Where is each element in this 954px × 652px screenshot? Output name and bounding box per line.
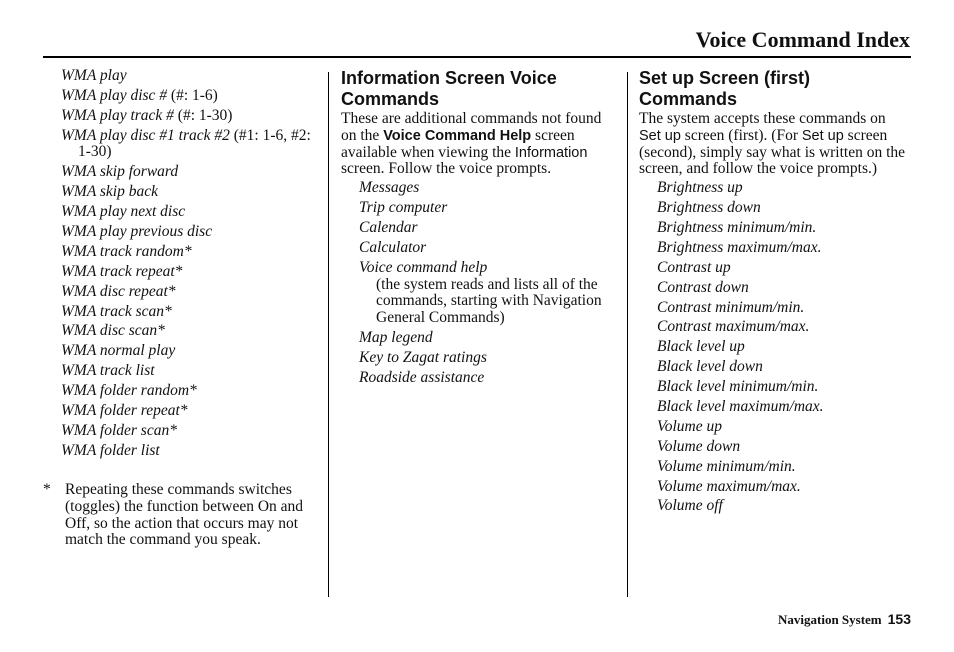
list-item [61, 284, 321, 301]
list-item [61, 184, 321, 201]
column-divider-1 [328, 72, 329, 597]
command-description: (the system reads and lists all of the commands, starting with Navigation General Commands) [376, 275, 602, 327]
information-intro [341, 111, 616, 178]
list-item: Brightness up [657, 179, 743, 197]
list-item [61, 264, 321, 281]
command-text: Voice command help [359, 258, 488, 276]
command-range: (#: 1-6) [167, 86, 218, 104]
list-item [359, 260, 616, 327]
list-item: Contrast minimum/min. [657, 298, 805, 316]
list-item: Contrast down [657, 278, 749, 296]
list-item: Volume down [657, 437, 741, 455]
list-item [359, 180, 616, 197]
page-number: 153 [887, 611, 911, 627]
page-footer [778, 611, 911, 628]
footnote [43, 482, 315, 549]
list-item [61, 304, 321, 321]
command-text: WMA play next disc [61, 203, 186, 221]
list-item: Contrast maximum/max. [657, 318, 810, 336]
page-title: Voice Command Index [695, 27, 910, 52]
list-item: Contrast up [657, 258, 731, 276]
command-text: WMA folder random* [61, 382, 197, 400]
command-text: WMA play previous disc [61, 223, 213, 241]
command-text: Map legend [359, 329, 433, 347]
column-divider-2 [627, 72, 628, 597]
list-item [61, 88, 321, 105]
list-item [61, 323, 321, 340]
intro-screen-name: Voice Command Help [383, 127, 532, 144]
list-item [359, 240, 616, 257]
list-item: Brightness minimum/min. [657, 218, 817, 236]
command-text: WMA play track # [61, 106, 174, 124]
list-item: Black level maximum/max. [657, 397, 824, 415]
list-item: Black level minimum/min. [657, 378, 819, 396]
list-item [61, 204, 321, 221]
command-text: Calculator [359, 238, 427, 256]
command-text: WMA track list [61, 362, 155, 380]
command-text: WMA disc repeat* [61, 282, 176, 300]
command-text: Trip computer [359, 199, 448, 217]
command-text: WMA play [61, 67, 127, 84]
list-item: Volume up [657, 417, 723, 435]
intro-text: screen available when viewing the [341, 126, 575, 161]
command-text: WMA folder scan* [61, 421, 177, 439]
command-text: WMA track repeat* [61, 262, 183, 280]
command-text: Calendar [359, 218, 418, 236]
list-item: Volume maximum/max. [657, 477, 801, 495]
intro-screen-name: Set up [801, 127, 844, 144]
list-item [61, 363, 321, 380]
list-item [61, 343, 321, 360]
footnote-text: Repeating these commands switches (toggles) the function between On and Off, so the action that occurs may not match the command you speak. [65, 481, 304, 549]
section-heading-setup: Set up Screen (first) Commands [639, 68, 811, 109]
wma-command-list [61, 68, 321, 463]
command-text: WMA disc scan* [61, 322, 165, 340]
list-item: Volume off [657, 497, 723, 515]
list-item: Black level down [657, 358, 763, 376]
command-text: Key to Zagat ratings [359, 348, 487, 366]
command-text: Roadside assistance [359, 368, 485, 386]
command-text: WMA track scan* [61, 302, 172, 320]
intro-text: The system accepts these commands on [639, 110, 886, 127]
command-range: (#: 1-30) [173, 106, 233, 124]
list-item: Black level up [657, 338, 745, 356]
list-item [61, 403, 321, 420]
footnote-mark: * [43, 481, 51, 498]
list-item [359, 330, 616, 347]
intro-text: screen. Follow the voice prompts. [341, 160, 552, 178]
footer-label: Navigation System [778, 612, 882, 627]
list-item [61, 383, 321, 400]
list-item [61, 68, 321, 85]
intro-screen-name: Information [514, 144, 588, 161]
command-text: Messages [359, 179, 420, 197]
list-item: Brightness maximum/max. [657, 238, 822, 256]
command-text: WMA folder repeat* [61, 402, 188, 420]
command-text: WMA play disc # [61, 86, 168, 104]
intro-text: screen (first). (For [680, 126, 802, 144]
list-item [61, 164, 321, 181]
command-text: WMA skip back [61, 183, 158, 201]
list-item [61, 108, 321, 125]
setup-screen-section [639, 68, 911, 518]
list-item [359, 370, 616, 387]
list-item [61, 423, 321, 440]
list-item [359, 220, 616, 237]
information-screen-section [341, 68, 616, 390]
header-rule [43, 56, 911, 58]
list-item [61, 128, 321, 162]
list-item [359, 350, 616, 367]
list-item [359, 200, 616, 217]
command-text: WMA play disc #1 track #2 [61, 126, 230, 144]
intro-text: These are additional commands not found on the [341, 110, 602, 144]
intro-text: screen (second), simply say what is written on the screen, and follow the voice prompts.) [639, 126, 906, 178]
intro-screen-name: Set up [639, 127, 681, 144]
section-heading-information: Information Screen Voice Commands [341, 68, 557, 109]
list-item: Volume minimum/min. [657, 457, 796, 475]
list-item [61, 244, 321, 261]
command-text: WMA skip forward [61, 163, 179, 181]
setup-intro [639, 111, 911, 178]
command-text: WMA normal play [61, 342, 176, 360]
command-text: WMA track random* [61, 242, 192, 260]
list-item: Brightness down [657, 199, 761, 217]
list-item [61, 443, 321, 460]
command-range: (#1: 1-6, #2: 1-30) [78, 126, 311, 161]
list-item [61, 224, 321, 241]
command-text: WMA folder list [61, 441, 160, 459]
